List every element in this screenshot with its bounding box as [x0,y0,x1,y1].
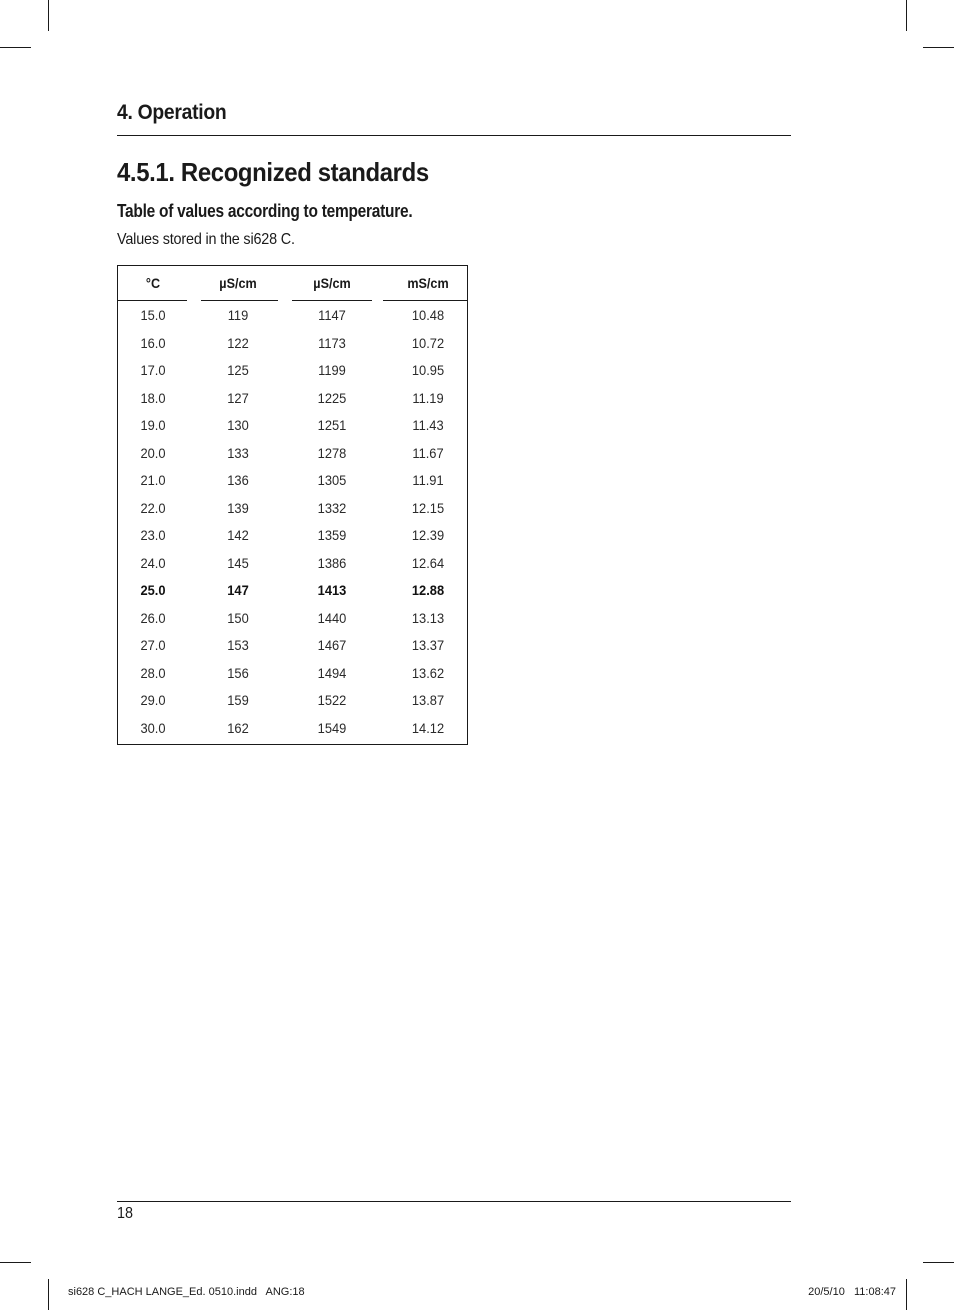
table-cell: 21.0 [140,472,166,488]
table-subtitle: Table of values according to temperature. [117,201,413,221]
table-cell: 1386 [317,554,347,571]
crop-mark-bottom-right-horizontal [923,1262,954,1263]
table-cell: 159 [227,692,249,708]
table-cell: 136 [227,472,249,488]
table-cell: 1413 [317,582,347,598]
table-cell: 13.37 [411,637,445,653]
intro-text: Values stored in the si628 C. [117,231,295,248]
table-cell: 23.0 [140,527,166,543]
crop-mark-top-left-vertical [48,0,49,31]
table-cell: 147 [227,582,249,598]
table-cell: 26.0 [140,609,166,626]
table-cell: 1440 [317,609,347,626]
header-underline [118,300,187,301]
column-header-ms-cm: mS/cm [407,275,449,291]
table-row [118,332,467,360]
slug-timestamp: 20/5/10 11:08:47 [808,1286,896,1298]
table-cell: 25.0 [140,582,166,598]
table-cell: 13.87 [411,692,445,708]
table-cell: 142 [227,527,249,543]
table-cell: 1251 [317,417,347,433]
table-cell: 10.95 [411,362,445,378]
table-row [118,442,467,470]
table-cell: 14.12 [411,719,445,736]
table-cell: 119 [227,307,249,323]
table-cell: 145 [227,554,249,571]
header-underline [383,300,467,301]
header-underline [292,300,372,301]
table-row [118,717,467,745]
header-underline [201,300,278,301]
column-header-us-cm-high: µS/cm [313,275,351,291]
table-row [118,662,467,690]
table-cell: 13.13 [411,609,445,626]
table-cell: 15.0 [140,307,166,323]
crop-mark-bottom-left-vertical [48,1279,49,1310]
table-cell: 10.72 [411,334,445,351]
table-cell: 11.67 [412,444,444,461]
column-header-us-cm-low: µS/cm [219,275,257,291]
crop-mark-top-right-horizontal [923,47,954,48]
table-cell: 1199 [318,362,346,378]
table-cell: 20.0 [140,444,166,461]
table-cell: 27.0 [140,637,166,653]
table-cell: 139 [227,499,249,516]
slug-file-info: si628 C_HACH LANGE_Ed. 0510.indd ANG:18 [68,1286,305,1298]
table-row [118,634,467,662]
table-row [118,552,467,580]
table-cell: 12.39 [411,527,445,543]
table-row [118,497,467,525]
table-cell: 1278 [317,444,347,461]
table-row [118,579,467,607]
table-row [118,469,467,497]
table-row [118,414,467,442]
table-cell: 11.19 [412,389,444,406]
table-cell: 12.64 [411,554,445,571]
section-header: 4. Operation [117,101,227,124]
table-cell: 1549 [317,719,347,736]
standards-table [117,265,468,745]
table-cell: 1305 [317,472,347,488]
page-number: 18 [117,1205,134,1222]
table-cell: 156 [227,664,249,681]
table-row [118,304,467,332]
table-cell: 29.0 [140,692,166,708]
table-cell: 12.88 [411,582,445,598]
crop-mark-bottom-right-vertical [906,1279,907,1310]
page-title: 4.5.1. Recognized standards [117,157,429,187]
table-cell: 22.0 [140,499,166,516]
table-row [118,359,467,387]
table-cell: 133 [227,444,249,461]
table-row [118,689,467,717]
table-cell: 127 [227,389,249,406]
table-cell: 13.62 [411,664,445,681]
table-cell: 1332 [317,499,347,516]
table-cell: 11.43 [412,417,444,433]
table-cell: 150 [227,609,249,626]
table-cell: 1467 [317,637,347,653]
crop-mark-top-right-vertical [906,0,907,31]
header-rule [117,135,791,136]
table-cell: 1359 [317,527,347,543]
table-cell: 1225 [317,389,347,406]
column-header-temperature: °C [145,275,161,291]
table-cell: 125 [227,362,249,378]
table-cell: 1522 [317,692,347,708]
table-cell: 16.0 [140,334,166,351]
crop-mark-top-left-horizontal [0,47,31,48]
table-cell: 10.48 [411,307,445,323]
table-cell: 1173 [318,334,346,351]
table-cell: 122 [227,334,249,351]
table-body [118,304,467,744]
table-cell: 28.0 [140,664,166,681]
crop-mark-bottom-left-horizontal [0,1262,31,1263]
table-cell: 19.0 [140,417,166,433]
table-cell: 12.15 [411,499,445,516]
table-cell: 30.0 [140,719,166,736]
table-cell: 162 [227,719,249,736]
footer-rule [117,1201,791,1202]
table-cell: 17.0 [140,362,166,378]
table-cell: 1494 [317,664,347,681]
table-cell: 18.0 [140,389,166,406]
table-row [118,607,467,635]
table-row [118,524,467,552]
table-cell: 1147 [318,307,346,323]
table-row [118,387,467,415]
table-cell: 130 [227,417,249,433]
table-cell: 11.91 [412,472,444,488]
table-cell: 153 [227,637,249,653]
table-cell: 24.0 [140,554,166,571]
